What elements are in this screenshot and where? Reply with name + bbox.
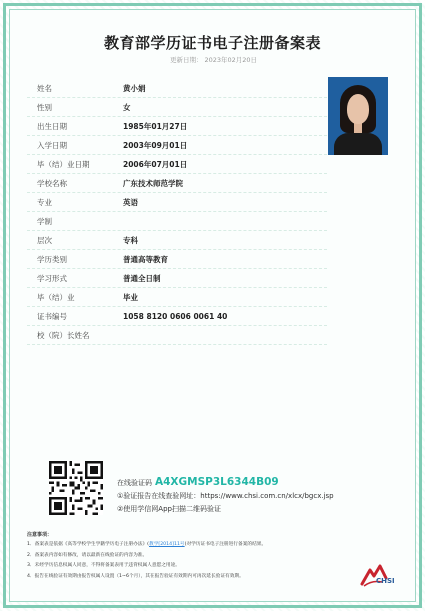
notes-heading: 注意事项： — [27, 532, 53, 538]
row-label: 性别 — [37, 102, 52, 112]
table-row — [27, 98, 327, 117]
row-label: 校（院）长姓名 — [37, 330, 90, 340]
note-item: 3．未经学历信息权属人同意，不得将备案表用于违背权属人意愿之用途。 — [27, 563, 180, 569]
row-value: 黄小娟 — [123, 83, 146, 93]
row-label: 毕（结）业日期 — [37, 159, 90, 169]
logo-text: CHSI — [376, 577, 395, 585]
row-value: 毕业 — [123, 292, 138, 302]
row-label: 层次 — [37, 235, 52, 245]
row-label: 学校名称 — [37, 178, 67, 188]
table-row — [27, 174, 327, 193]
note-item: 4．报告在线验证有效期由报告权属人设置（1~6个月），其在报告验证有效期内可再次延长验证有效期。 — [27, 573, 244, 579]
qr-code-icon[interactable] — [49, 461, 103, 515]
row-value: 女 — [123, 102, 131, 112]
table-row — [27, 269, 327, 288]
regulation-link[interactable]: 教学[2014]11号 — [149, 542, 185, 547]
verification-app-line: ②使用学信网App扫描二维码验证 — [117, 505, 221, 513]
row-label: 学制 — [37, 216, 52, 226]
table-row — [27, 136, 327, 155]
row-label: 姓名 — [37, 83, 52, 93]
portrait-photo — [328, 77, 388, 155]
updated-date — [0, 55, 425, 64]
row-label: 学历类别 — [37, 254, 67, 264]
row-value: 1058 8120 0606 0061 40 — [123, 311, 228, 321]
table-row — [27, 326, 327, 345]
table-row — [27, 155, 327, 174]
row-value: 普通高等教育 — [123, 254, 168, 264]
note-item: 1．备案表是依据《高等学校学生学籍学历电子注册办法》(教学[2014]11号)对学历证书电子注册进行备案的结果。 — [27, 542, 267, 547]
row-value: 2003年09月01日 — [123, 140, 188, 150]
updated-value: 2023年02月20日 — [204, 56, 258, 64]
verification-code-label: 在线验证码 — [117, 479, 152, 487]
row-value: 英语 — [123, 197, 138, 207]
document-title: 教育部学历证书电子注册备案表 — [103, 34, 321, 52]
info-table — [27, 79, 327, 345]
verification-code[interactable]: A4XGMSP3L6344B09 — [155, 476, 279, 488]
table-row — [27, 212, 327, 231]
table-row — [27, 193, 327, 212]
notes-section — [27, 531, 357, 583]
row-label: 学习形式 — [37, 273, 67, 283]
row-value: 1985年01月27日 — [123, 121, 188, 131]
row-value: 广东技术师范学院 — [123, 178, 183, 188]
row-label: 专业 — [37, 197, 52, 207]
verification-block — [117, 476, 334, 514]
table-row — [27, 117, 327, 136]
row-label: 毕（结）业 — [37, 292, 75, 302]
row-value: 普通全日制 — [123, 273, 161, 283]
row-value: 专科 — [123, 235, 138, 245]
row-label: 出生日期 — [37, 121, 67, 131]
table-row — [27, 307, 327, 326]
table-row — [27, 79, 327, 98]
updated-label: 更新日期： — [169, 56, 203, 64]
row-label: 入学日期 — [37, 140, 67, 150]
note-item: 2．备案表内容如有修改，请以最新在线验证的内容为准。 — [27, 552, 148, 558]
table-row — [27, 250, 327, 269]
verification-url-line[interactable]: ①验证报告在线查验网址：https://www.chsi.com.cn/xlcx/bgcx.jsp — [117, 492, 334, 500]
table-row — [27, 231, 327, 250]
row-value: 2006年07月01日 — [123, 159, 188, 169]
row-label: 证书编号 — [37, 311, 67, 321]
table-row — [27, 288, 327, 307]
